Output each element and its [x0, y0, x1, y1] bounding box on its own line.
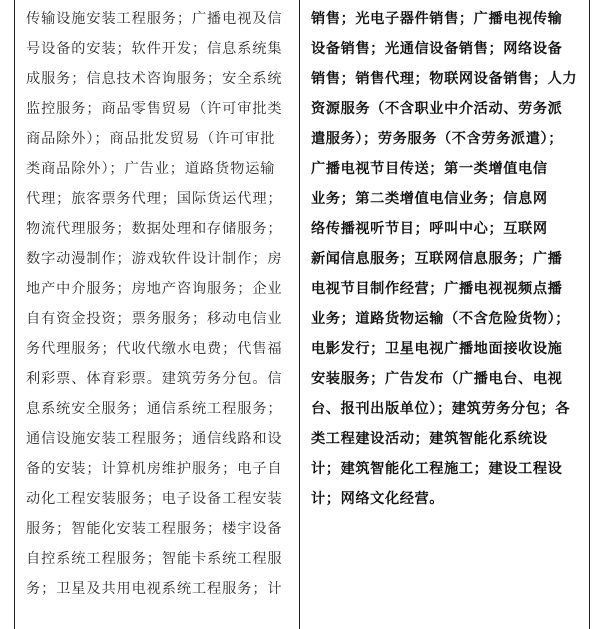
text-line: 地产中介服务；房地产咨询服务；企业 — [26, 281, 283, 297]
text-line: 数字动漫制作；游戏软件设计制作；房 — [26, 251, 283, 267]
text-line: 息系统安全服务；通信系统工程服务； — [26, 401, 283, 417]
text-line: 台、报刊出版单位）；建筑劳务分包；各 — [311, 401, 571, 417]
text-line: 传输设施安装工程服务；广播电视及信 — [26, 11, 283, 27]
text-line: 类商品除外）；广告业；道路货物运输 — [26, 161, 276, 177]
left-column-cell — [14, 0, 300, 629]
text-line: 设备销售；光通信设备销售；网络设备 — [311, 41, 563, 57]
text-line: 计；网络文化经营。 — [311, 491, 445, 507]
text-line: 广播电视节目传送；第一类增值电信 — [311, 161, 548, 177]
text-line: 务代理服务；代收代缴水电费；代售福 — [26, 341, 283, 357]
text-line: 监控服务；商品零售贸易（许可审批类 — [26, 101, 283, 117]
text-line: 销售；光电子器件销售；广播电视传输 — [311, 11, 563, 27]
text-line: 服务；智能化安装工程服务；楼宇设备 — [26, 521, 283, 537]
text-line: 号设备的安装；软件开发；信息系统集 — [26, 41, 283, 57]
left-column-text — [26, 4, 283, 604]
text-line: 通信设施安装工程服务；通信线路和设 — [26, 431, 283, 447]
text-line: 利彩票、体育彩票。建筑劳务分包。信 — [26, 371, 283, 387]
text-line: 动化工程安装服务；电子设备工程安装 — [26, 491, 283, 507]
text-line: 销售；销售代理；物联网设备销售；人力 — [311, 71, 578, 87]
text-line: 物流代理服务；数据处理和存储服务； — [26, 221, 283, 237]
text-line: 安装服务；广告发布（广播电台、电视 — [311, 371, 563, 387]
text-line: 成服务；信息技术咨询服务；安全系统 — [26, 71, 283, 87]
text-line: 资源服务（不含职业中介活动、劳务派 — [311, 101, 563, 117]
text-line: 计；建筑智能化工程施工；建设工程设 — [311, 461, 563, 477]
text-line: 备的安装；计算机房维护服务；电子自 — [26, 461, 283, 477]
text-line: 自有资金投资；票务服务；移动电信业 — [26, 311, 283, 327]
text-line: 络传播视听节目；呼叫中心；互联网 — [311, 221, 548, 237]
right-column-text — [311, 4, 577, 514]
text-line: 遣服务）；劳务服务（不含劳务派遣）； — [311, 131, 563, 147]
text-line: 新闻信息服务；互联网信息服务；广播 — [311, 251, 563, 267]
text-line: 自控系统工程服务；智能卡系统工程服 — [26, 551, 283, 567]
text-line: 业务；道路货物运输（不含危险货物）； — [311, 311, 571, 327]
right-column-cell — [300, 0, 590, 629]
text-line: 商品除外）；商品批发贸易（许可审批 — [26, 131, 276, 147]
text-line: 务；卫星及共用电视系统工程服务；计 — [26, 581, 283, 597]
text-line: 业务；第二类增值电信业务；信息网 — [311, 191, 548, 207]
text-line: 类工程建设活动；建筑智能化系统设 — [311, 431, 548, 447]
text-line: 电视节目制作经营；广播电视视频点播 — [311, 281, 563, 297]
text-line: 电影发行；卫星电视广播地面接收设施 — [311, 341, 563, 357]
text-line: 代理；旅客票务代理；国际货运代理； — [26, 191, 283, 207]
